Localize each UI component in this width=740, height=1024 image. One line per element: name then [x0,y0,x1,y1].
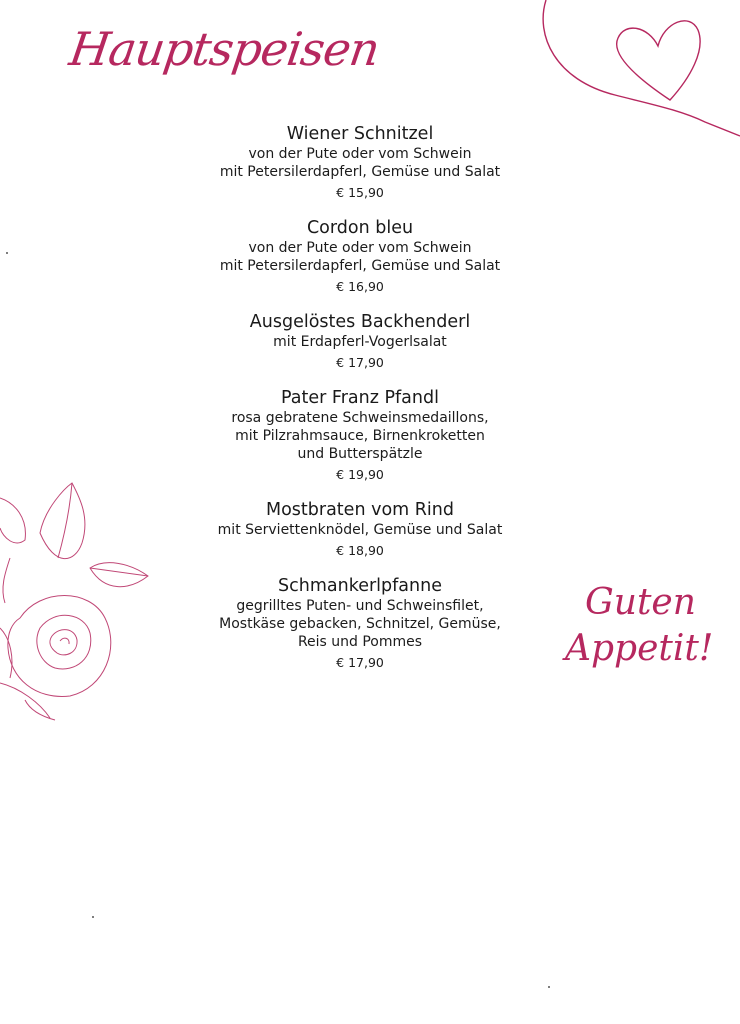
dish-description-line: mit Petersilerdapferl, Gemüse und Salat [219,164,501,180]
dish-description-line: gegrilltes Puten- und Schweinsfilet, [236,598,484,614]
dish-description [140,409,580,463]
dish-price: € 18,90 [336,543,384,558]
dish-item [140,575,580,671]
dish-description [140,333,580,351]
dish-name: Cordon bleu [306,218,414,238]
closing-line: Appetit! [565,628,714,669]
dish-description [140,145,580,181]
dish-description-line: und Butterspätzle [297,446,423,462]
dish-description-line: mit Erdapferl-Vogerlsalat [273,334,447,350]
dish-name: Schmankerlpfanne [278,576,442,596]
closing-line: Guten [585,582,696,623]
dish-price: € 19,90 [336,467,384,482]
scan-speck [548,986,550,988]
dish-price: € 17,90 [336,355,384,370]
dish-item [140,217,580,295]
closing-greeting [565,580,715,672]
dish-description-line: rosa gebratene Schweinsmedaillons, [231,410,489,426]
dish-description-line: Reis und Pommes [297,634,423,650]
dish-description-line: mit Pilzrahmsauce, Birnenkroketten [235,428,485,444]
dish-description [140,597,580,651]
dish-description-line: mit Petersilerdapferl, Gemüse und Salat [219,258,501,274]
dish-description [140,239,580,275]
dish-item [140,311,580,371]
dish-name: Pater Franz Pfandl [281,388,439,408]
dish-price: € 17,90 [336,655,384,670]
rose-illustration [0,478,160,728]
dish-description-line: von der Pute oder vom Schwein [248,146,472,162]
dish-price: € 15,90 [336,185,384,200]
dish-price: € 16,90 [336,279,384,294]
dish-item [140,387,580,483]
dish-description-line: Mostkäse gebacken, Schnitzel, Gemüse, [219,616,501,632]
scan-speck [6,252,8,254]
dish-description-line: mit Serviettenknödel, Gemüse und Salat [217,522,503,538]
scan-speck [92,916,94,918]
heart-swirl-icon [530,0,740,140]
dish-description [140,521,580,539]
dish-item [140,123,580,201]
dish-name: Ausgelöstes Backhenderl [249,312,471,332]
dish-item [140,499,580,559]
dish-description-line: von der Pute oder vom Schwein [248,240,472,256]
dish-name: Mostbraten vom Rind [266,500,454,520]
dish-list [140,123,580,687]
page-title: Hauptspeisen [66,22,383,76]
dish-name: Wiener Schnitzel [286,124,434,144]
